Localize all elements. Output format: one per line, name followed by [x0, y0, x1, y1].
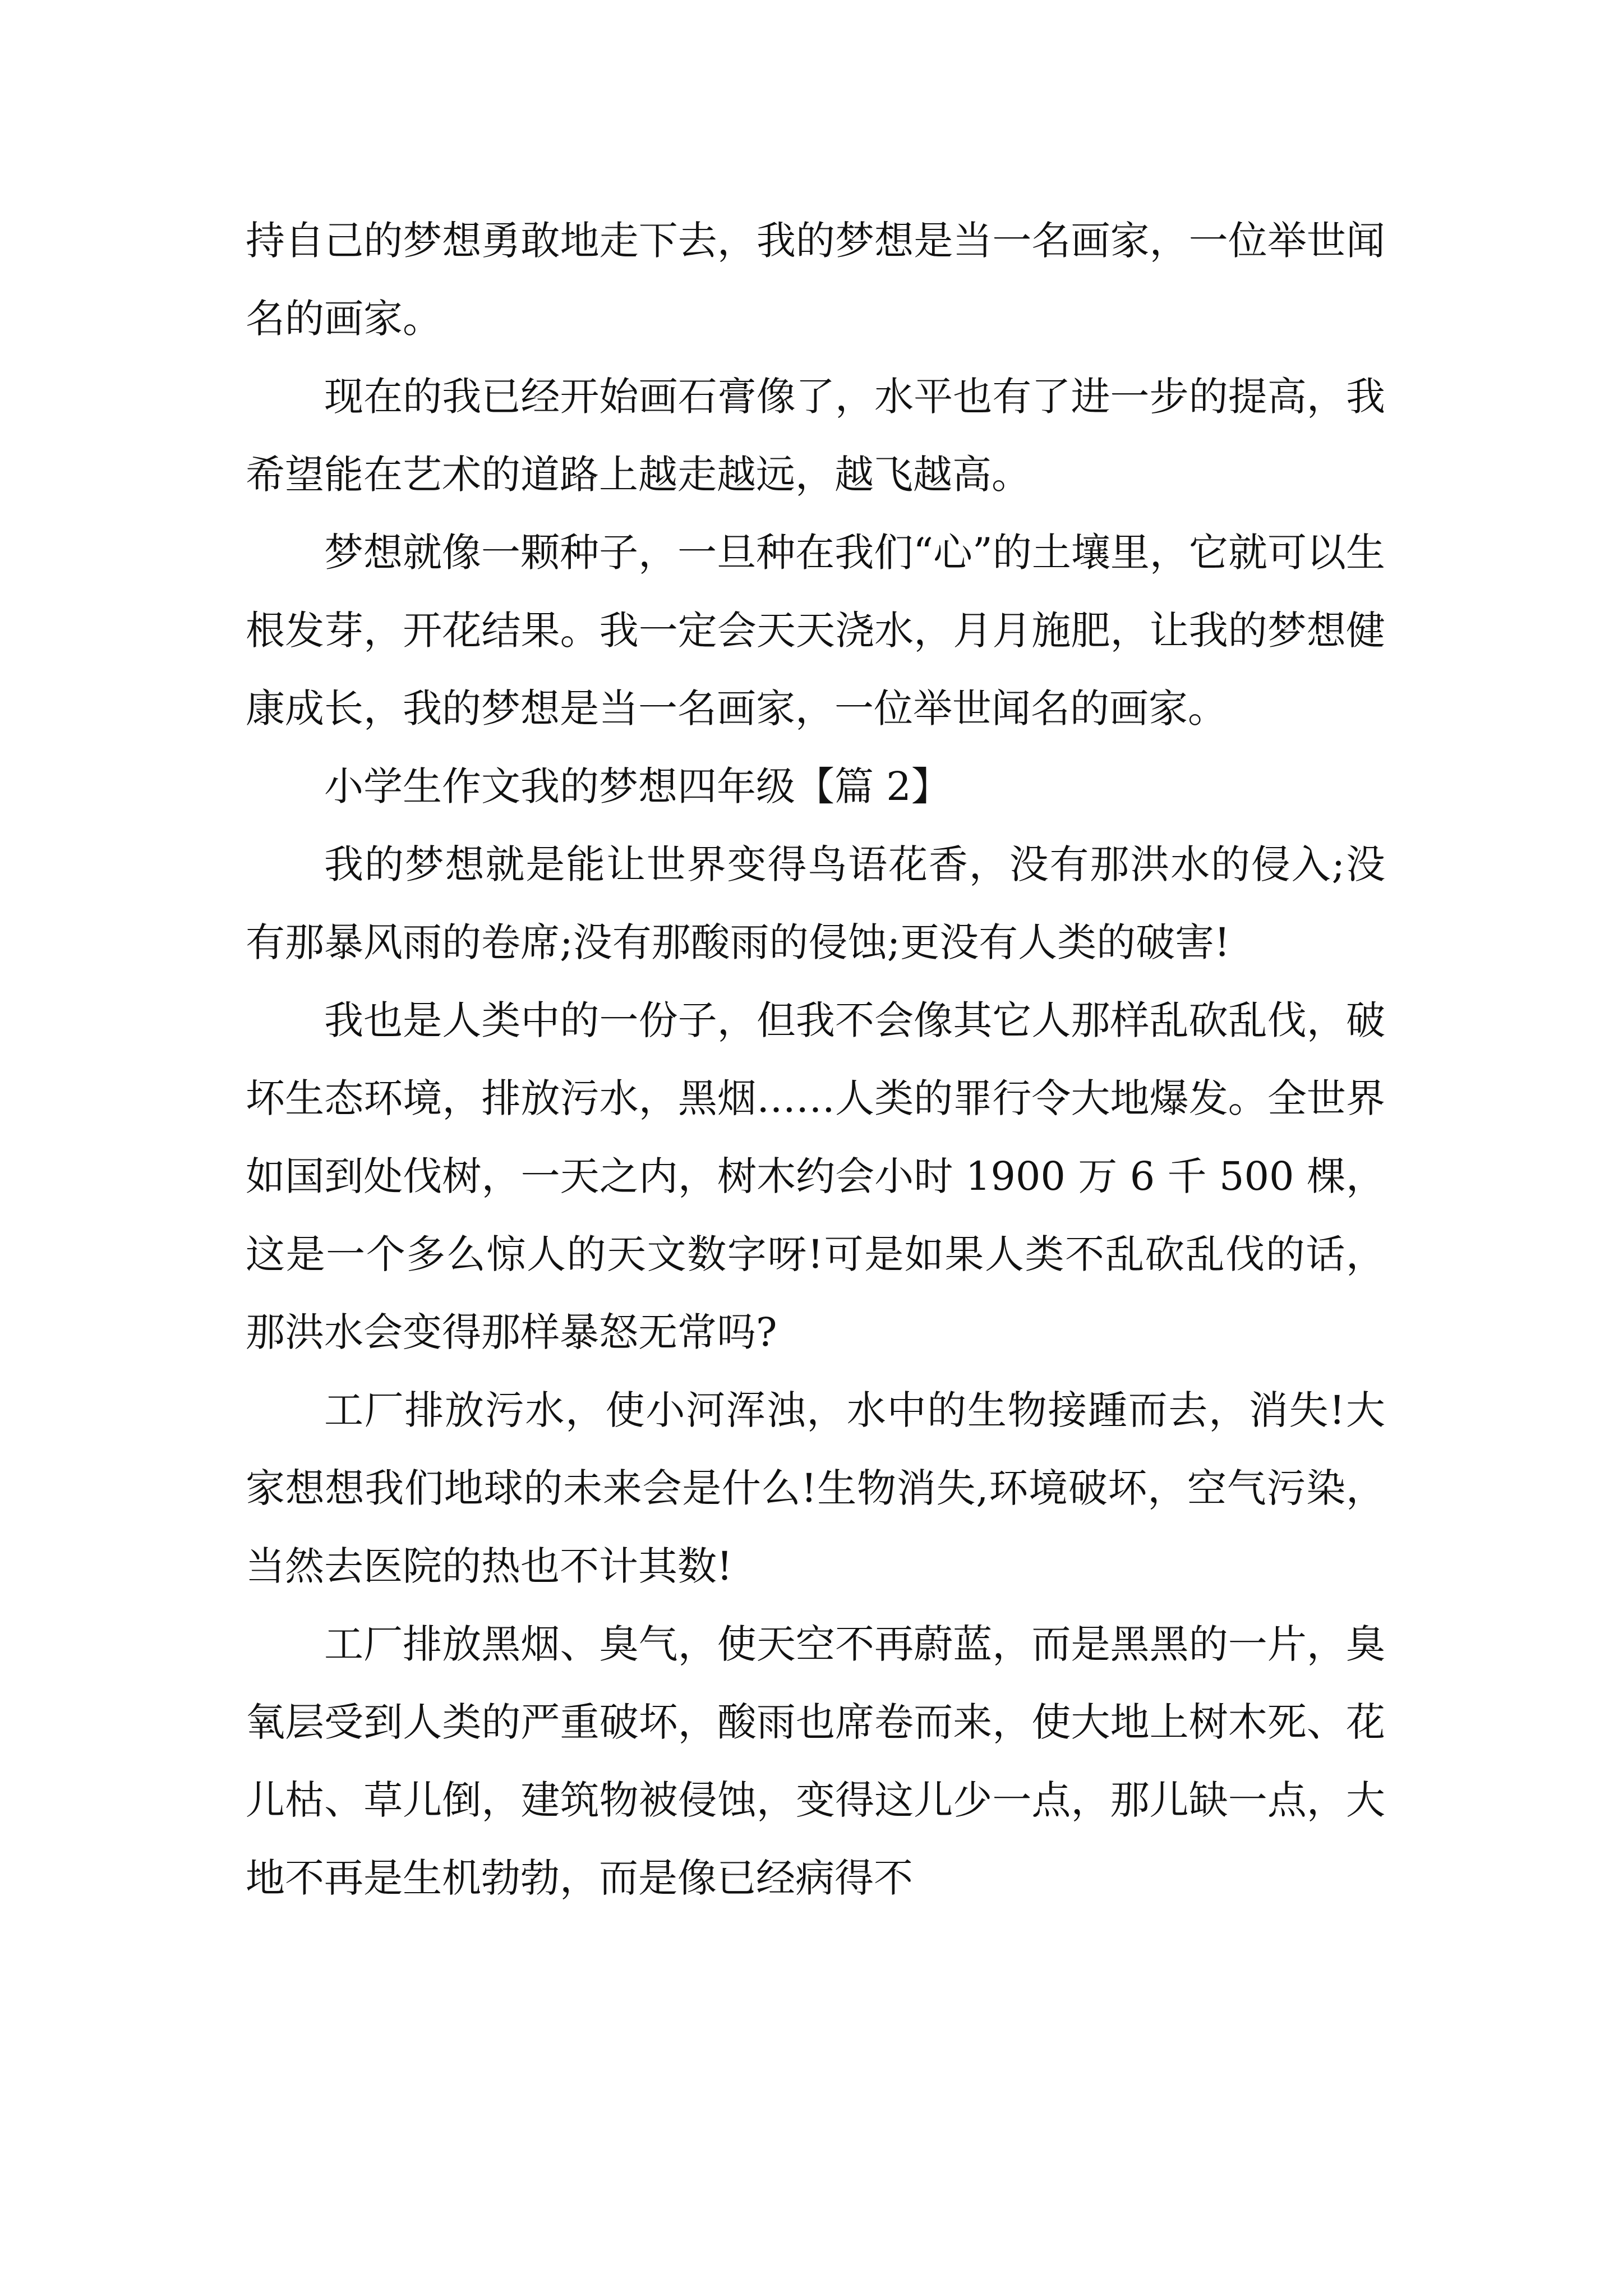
paragraph: 现在的我已经开始画石膏像了，水平也有了进一步的提高，我希望能在艺术的道路上越走越远，越飞越高。 — [246, 374, 1385, 498]
document-body — [246, 202, 1385, 1917]
paragraph: 我也是人类中的一份子，但我不会像其它人那样乱砍乱伐，破坏生态环境，排放污水，黑烟……人类的罪行令大地爆发。全世界如国到处伐树，一天之内，树木约会小时 1900 万 6 千 500 棵，这是一个多么惊人的天文数字呀!可是如果人类不乱砍乱伐的话，那洪水会变得那样暴怒无常吗? — [246, 997, 1385, 1355]
paragraph: 工厂排放黑烟、臭气，使天空不再蔚蓝，而是黑黑的一片，臭氧层受到人类的严重破坏，酸雨也席卷而来，使大地上树木死、花儿枯、草儿倒，建筑物被侵蚀，变得这儿少一点，那儿缺一点，大地不再是生机勃勃，而是像已经病得不 — [246, 1621, 1385, 1901]
section-heading: 小学生作文我的梦想四年级【篇 2】 — [324, 763, 951, 809]
paragraph: 工厂排放污水，使小河浑浊，水中的生物接踵而去，消失!大家想想我们地球的未来会是什么!生物消失,环境破坏，空气污染，当然去医院的热也不计其数! — [246, 1387, 1385, 1589]
paragraph: 持自己的梦想勇敢地走下去，我的梦想是当一名画家，一位举世闻名的画家。 — [246, 218, 1385, 342]
paragraph: 我的梦想就是能让世界变得鸟语花香，没有那洪水的侵入;没有那暴风雨的卷席;没有那酸雨的侵蚀;更没有人类的破害! — [246, 841, 1385, 965]
paragraph: 梦想就像一颗种子，一旦种在我们“心”的土壤里，它就可以生根发芽，开花结果。我一定会天天浇水，月月施肥，让我的梦想健康成长，我的梦想是当一名画家，一位举世闻名的画家。 — [246, 530, 1385, 731]
